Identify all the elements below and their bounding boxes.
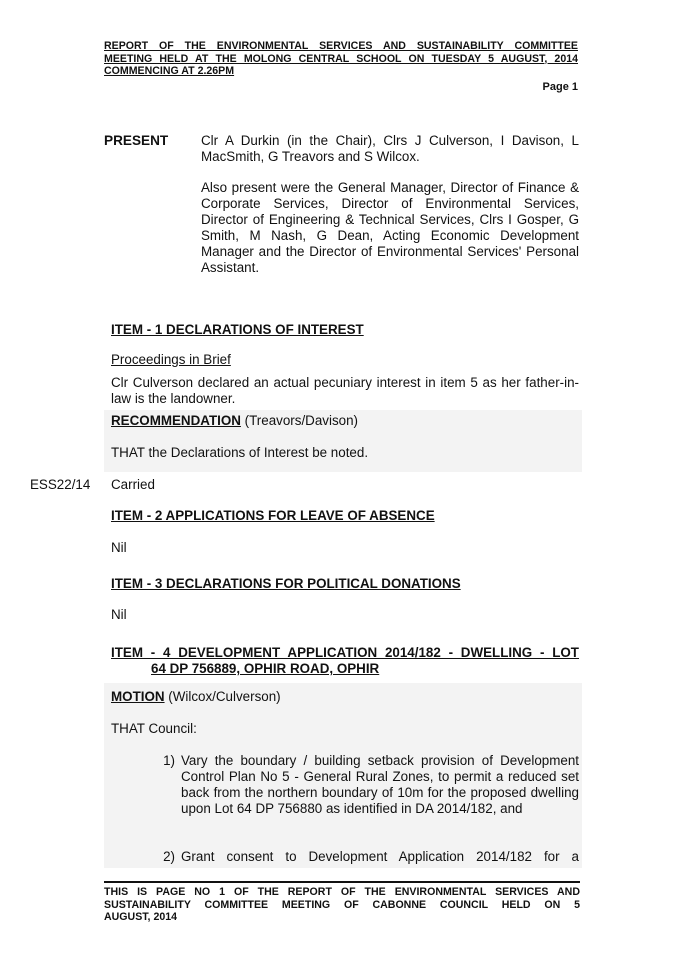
- item-1-text: Clr Culverson declared an actual pecuniary interest in item 5 as her father-in-law is the landowner.: [111, 375, 579, 406]
- motion-line: [111, 689, 281, 705]
- present-also-present: Also present were the General Manager, Director of Finance & Corporate Services, Director of Environmental Services, Director of Engineering & Technical Services, Clrs I Gosper, G Smith, M Nash, G Dean, Acting Economic Development Manager and the Director of Environmental Services' Personal Assistant.: [201, 180, 579, 275]
- item-3-heading: ITEM - 3 DECLARATIONS FOR POLITICAL DONATIONS: [111, 576, 461, 591]
- item-1-subheading: Proceedings in Brief: [111, 352, 231, 367]
- footer-line-2: SUSTAINABILITY COMMITTEE MEETING OF CABONNE COUNCIL HELD ON 5: [104, 898, 580, 911]
- resolution-code: ESS22/14: [30, 477, 91, 492]
- report-header: [104, 40, 578, 78]
- footer-line-1: THIS IS PAGE NO 1 OF THE REPORT OF THE ENVIRONMENTAL SERVICES AND: [104, 886, 580, 898]
- motion-point-1-number: 1): [163, 753, 175, 768]
- motion-movers: (Wilcox/Culverson): [164, 689, 281, 704]
- item-4-heading-line-2: 64 DP 756889, OPHIR ROAD, OPHIR: [151, 661, 380, 676]
- report-header-line-3: COMMENCING AT 2.26PM: [104, 65, 235, 77]
- motion-label: MOTION: [111, 689, 165, 704]
- present-label: PRESENT: [104, 133, 169, 148]
- motion-point-2-text: Grant consent to Development Application 2014/182 for a: [181, 849, 579, 864]
- footer-divider: [104, 881, 580, 883]
- report-header-line-2: MEETING HELD AT THE MOLONG CENTRAL SCHOOL ON TUESDAY 5 AUGUST, 2014: [104, 52, 578, 65]
- item-2-text: Nil: [111, 540, 127, 555]
- page-number: Page 1: [542, 81, 578, 93]
- recommendation-movers: (Treavors/Davison): [240, 413, 359, 428]
- recommendation-line: [111, 413, 358, 429]
- report-header-line-1: REPORT OF THE ENVIRONMENTAL SERVICES AND SUSTAINABILITY COMMITTEE: [104, 40, 578, 52]
- footer-line-3: AUGUST, 2014: [104, 911, 178, 923]
- recommendation-text: THAT the Declarations of Interest be noted.: [111, 445, 369, 460]
- that-council: THAT Council:: [111, 721, 197, 736]
- item-2-heading: ITEM - 2 APPLICATIONS FOR LEAVE OF ABSENCE: [111, 508, 435, 523]
- report-footer: [104, 886, 580, 924]
- motion-point-2-number: 2): [163, 849, 175, 864]
- motion-point-1-text: Vary the boundary / building setback provision of Development Control Plan No 5 - General Rural Zones, to permit a reduced set back from the northern boundary of 10m for the proposed dwelling upon Lot 64 DP 756880 as identified in DA 2014/182, and: [181, 753, 579, 816]
- present-attendees: Clr A Durkin (in the Chair), Clrs J Culverson, I Davison, L MacSmith, G Treavors and S Wilcox.: [201, 133, 579, 164]
- resolution-status: Carried: [111, 477, 155, 492]
- item-3-text: Nil: [111, 607, 127, 622]
- item-4-heading-line-1: ITEM - 4 DEVELOPMENT APPLICATION 2014/182 - DWELLING - LOT: [111, 645, 579, 660]
- recommendation-label: RECOMMENDATION: [111, 413, 241, 428]
- item-1-heading: ITEM - 1 DECLARATIONS OF INTEREST: [111, 322, 364, 337]
